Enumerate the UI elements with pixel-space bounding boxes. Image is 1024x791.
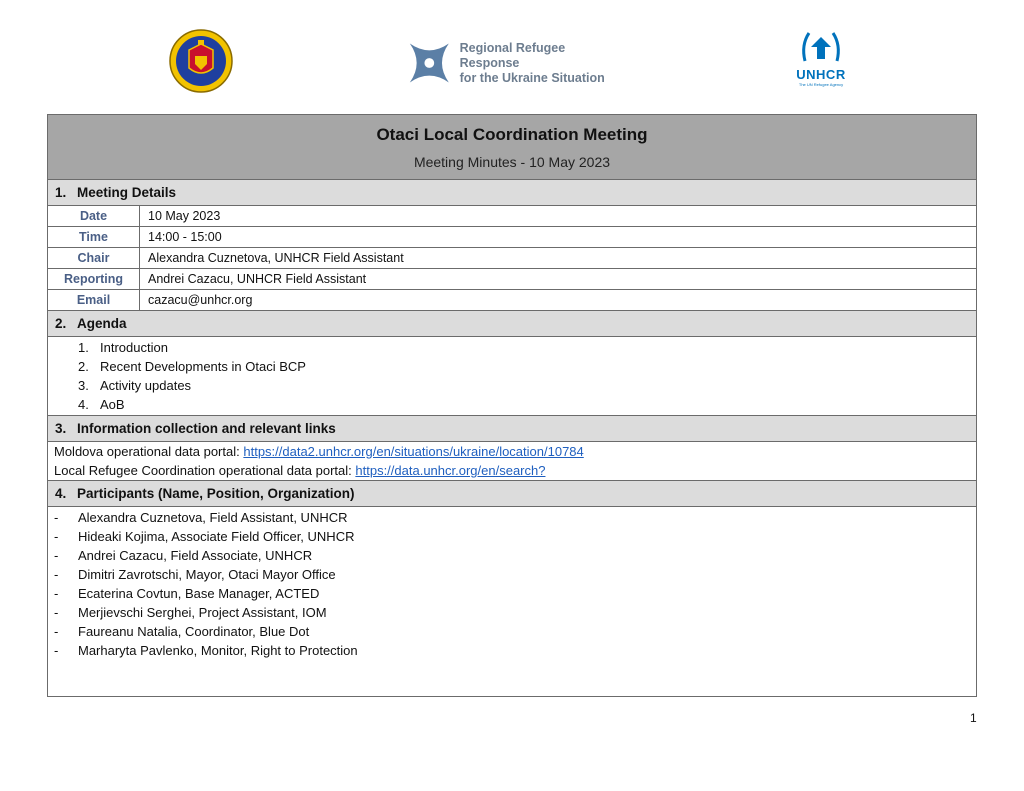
links-block	[48, 442, 976, 481]
section-header-details	[48, 180, 976, 206]
participant-item	[48, 584, 976, 603]
detail-row-reporting	[48, 269, 976, 290]
participant-text: Alexandra Cuznetova, Field Assistant, UNHCR	[78, 510, 348, 525]
detail-row-email	[48, 290, 976, 311]
agenda-text: Recent Developments in Otaci BCP	[100, 359, 306, 374]
unhcr-emblem-icon	[795, 27, 847, 65]
detail-label: Date	[48, 206, 140, 226]
agenda-item	[48, 357, 976, 376]
participant-text: Hideaki Kojima, Associate Field Officer, UNHCR	[78, 529, 355, 544]
detail-row-date	[48, 206, 976, 227]
agenda-item	[48, 376, 976, 395]
detail-value: Andrei Cazacu, UNHCR Field Assistant	[148, 272, 367, 286]
section-title: Participants (Name, Position, Organization)	[77, 486, 355, 501]
detail-row-time	[48, 227, 976, 248]
agenda-number: 2.	[78, 359, 89, 374]
participant-text: Dimitri Zavrotschi, Mayor, Otaci Mayor Office	[78, 567, 336, 582]
rrr-logo-line1: Regional Refugee Response	[459, 40, 566, 70]
regional-refugee-response-logo	[404, 36, 624, 90]
detail-value: 10 May 2023	[148, 209, 221, 223]
participant-text: Merjievschi Serghei, Project Assistant, IOM	[78, 605, 327, 620]
agenda-number: 1.	[78, 340, 89, 355]
detail-value: Alexandra Cuznetova, UNHCR Field Assistant	[148, 251, 404, 265]
page-number: 1	[970, 711, 977, 725]
participant-text: Faureanu Natalia, Coordinator, Blue Dot	[78, 624, 310, 639]
detail-label: Chair	[48, 248, 140, 268]
participant-item	[48, 603, 976, 622]
agenda-list	[48, 337, 976, 416]
agenda-number: 3.	[78, 378, 89, 393]
section-title: Agenda	[77, 316, 127, 331]
section-number: 4.	[55, 486, 67, 501]
section-title: Meeting Details	[77, 185, 177, 200]
unhcr-tagline: The UN Refugee Agency	[798, 82, 844, 87]
section-header-participants	[48, 481, 976, 507]
agenda-number: 4.	[78, 397, 89, 412]
detail-label: Time	[48, 227, 140, 247]
rrr-emblem-icon	[404, 37, 455, 89]
participant-item	[48, 508, 976, 527]
participant-item	[48, 565, 976, 584]
page-title: Otaci Local Coordination Meeting	[376, 125, 648, 144]
section-number: 2.	[55, 316, 67, 331]
detail-label: Email	[48, 290, 140, 310]
document-header	[48, 115, 976, 180]
moldova-coat-of-arms-logo	[167, 28, 235, 94]
section-number: 3.	[55, 421, 67, 436]
participant-text: Marharyta Pavlenko, Monitor, Right to Protection	[78, 643, 358, 658]
unhcr-wordmark: UNHCR	[796, 67, 846, 82]
link-label: Moldova operational data portal:	[54, 444, 240, 459]
bullet: -	[54, 567, 59, 582]
bullet: -	[54, 605, 59, 620]
bullet: -	[54, 510, 59, 525]
participant-item	[48, 641, 976, 660]
participant-item	[48, 527, 976, 546]
section-header-info	[48, 416, 976, 442]
participant-item	[48, 622, 976, 641]
section-number: 1.	[55, 185, 67, 200]
section-header-agenda	[48, 311, 976, 337]
bullet: -	[54, 548, 59, 563]
participant-item	[48, 546, 976, 565]
agenda-text: Introduction	[100, 340, 168, 355]
bullet: -	[54, 529, 59, 544]
agenda-text: AoB	[100, 397, 125, 412]
detail-value: cazacu@unhcr.org	[148, 293, 253, 307]
bullet: -	[54, 624, 59, 639]
page-subtitle: Meeting Minutes - 10 May 2023	[413, 154, 611, 170]
minutes-table	[47, 114, 977, 697]
participant-text: Andrei Cazacu, Field Associate, UNHCR	[78, 548, 313, 563]
link-line	[48, 461, 976, 480]
agenda-item	[48, 395, 976, 414]
detail-row-chair	[48, 248, 976, 269]
local-portal-link[interactable]: https://data.unhcr.org/en/search?	[355, 463, 546, 478]
bullet: -	[54, 643, 59, 658]
detail-label: Reporting	[48, 269, 140, 289]
agenda-item	[48, 338, 976, 357]
detail-value: 14:00 - 15:00	[148, 230, 222, 244]
bullet: -	[54, 586, 59, 601]
section-title: Information collection and relevant links	[77, 421, 336, 436]
link-label: Local Refugee Coordination operational data portal:	[54, 463, 352, 478]
rrr-logo-line2: for the Ukraine Situation	[459, 70, 605, 85]
agenda-text: Activity updates	[100, 378, 192, 393]
participant-text: Ecaterina Covtun, Base Manager, ACTED	[78, 586, 320, 601]
unhcr-logo	[790, 27, 852, 93]
moldova-portal-link[interactable]: https://data2.unhcr.org/en/situations/ukraine/location/10784	[243, 444, 584, 459]
link-line	[48, 442, 976, 461]
participants-list	[48, 507, 976, 696]
